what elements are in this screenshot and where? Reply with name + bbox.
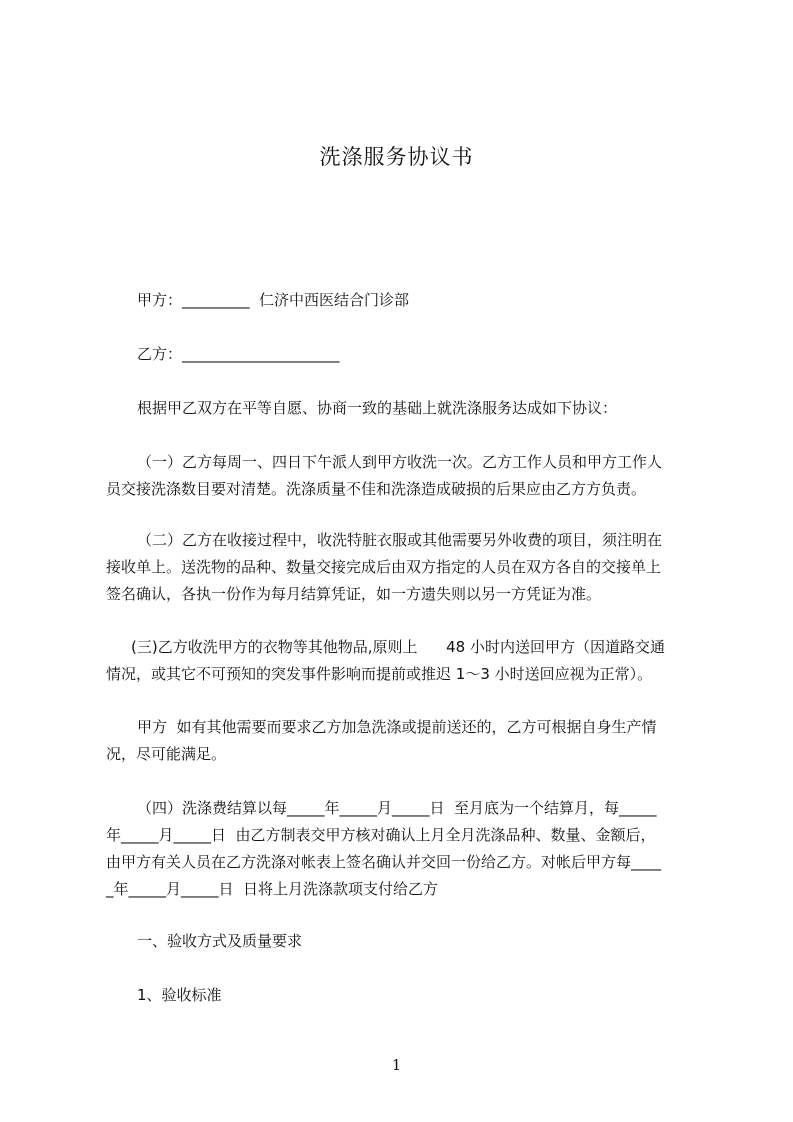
clause-3-line-1: (三)乙方收洗甲方的衣物等其他物品,原则上 48 小时内送回甲方（因道路交通: [131, 638, 665, 656]
clause-1-line-2: 员交接洗涤数目要对清楚。洗涤质量不佳和洗涤造成破损的后果应由乙方方负责。: [106, 480, 647, 498]
clause-4-line-4: _年_____月_____日 日将上月洗涤款项支付给乙方: [106, 880, 439, 898]
party-a-line: 甲方：_________ 仁济中西医结合门诊部: [137, 291, 410, 309]
page-number: 1: [391, 1056, 402, 1074]
clause-3b-line-1: 甲方 如有其他需要而要求乙方加急洗涤或提前送还的，乙方可根据自身生产情: [137, 718, 657, 736]
clause-3b-line-2: 况，尽可能满足。: [106, 745, 227, 763]
section-1-item-1: 1、验收标准: [137, 986, 222, 1004]
clause-2-line-3: 签名确认，各执一份作为每月结算凭证，如一方遗失则以另一方凭证为准。: [106, 585, 602, 603]
clause-1-line-1: （一）乙方每周一、四日下午派人到甲方收洗一次。乙方工作人员和甲方工作人: [137, 453, 663, 471]
party-b-line: 乙方：_____________________: [137, 345, 340, 363]
clause-2-line-1: （二）乙方在收接过程中，收洗特脏衣服或其他需要另外收费的项目，须注明在: [137, 531, 663, 549]
intro-paragraph: 根据甲乙双方在平等自愿、协商一致的基础上就洗涤服务达成如下协议：: [137, 399, 618, 417]
clause-4-line-3: 由甲方有关人员在乙方洗涤对帐表上签名确认并交回一份给乙方。对帐后甲方每____: [106, 853, 662, 871]
document-title: 洗涤服务协议书: [319, 145, 474, 169]
clause-2-line-2: 接收单上。送洗物的品种、数量交接完成后由双方指定的人员在双方各自的交接单上: [106, 558, 662, 576]
clause-4-line-1: （四）洗涤费结算以每_____年_____月_____日 至月底为一个结算月，每_____: [137, 799, 657, 817]
clause-4-line-2: 年_____月_____日 由乙方制表交甲方核对确认上月全月洗涤品种、数量、金额后，: [106, 826, 656, 844]
clause-3-line-2: 情况，或其它不可预知的突发事件影响而提前或推迟 1～3 小时送回应视为正常）。: [106, 665, 653, 683]
section-1-heading: 一、验收方式及质量要求: [137, 932, 303, 950]
